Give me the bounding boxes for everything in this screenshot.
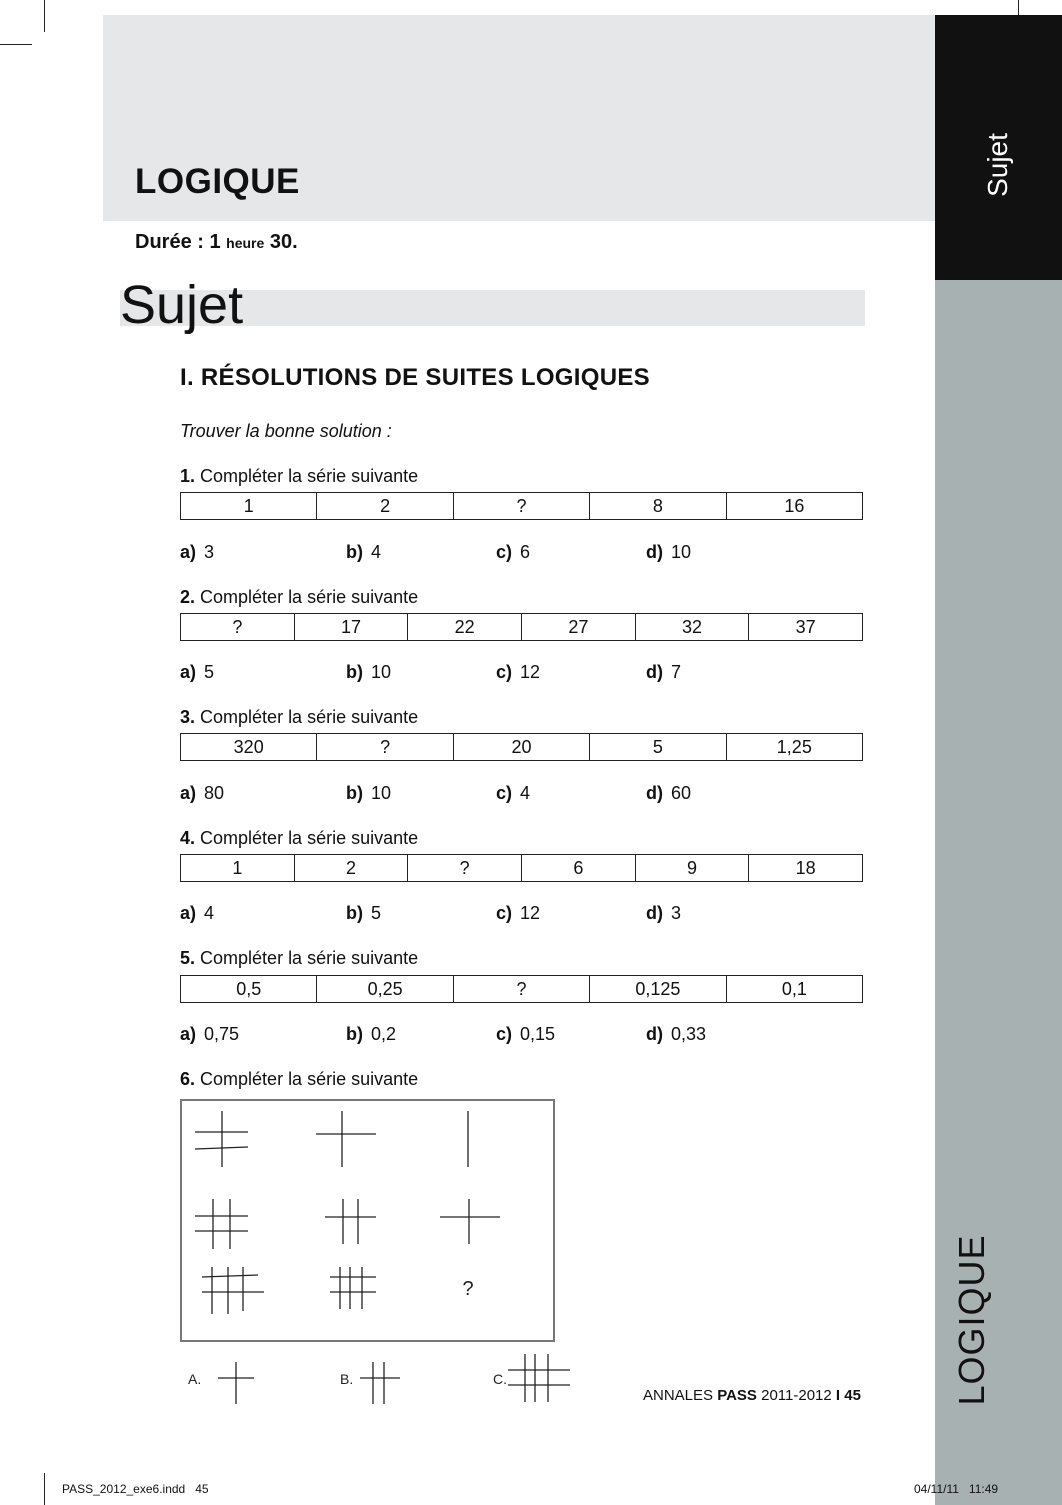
duration-unit: heure [226,235,265,251]
option-letter: c) [496,903,513,923]
option-value: 10 [371,783,392,803]
footer-page-info [643,1387,861,1404]
answer-label-a: A. [188,1371,202,1387]
option-letter: a) [180,903,197,923]
question-3-series [180,733,863,761]
option-letter: a) [180,1024,197,1044]
question-4-series [180,854,863,882]
section-title: I. RÉSOLUTIONS DE SUITES LOGIQUES [180,364,650,391]
question-number: 5. [180,948,196,968]
series-cell: 0,1 [726,976,862,1002]
question-text: Compléter la série suivante [200,707,419,727]
option-letter: c) [496,783,513,803]
option-value: 12 [520,903,541,923]
option-value: 12 [520,662,541,682]
answer-choice-c[interactable] [508,1354,570,1402]
series-cell-missing: ? [407,855,521,881]
question-2-options [180,662,863,686]
option-value: 6 [520,542,531,562]
answer-label-b: B. [340,1371,354,1387]
option-letter: a) [180,783,197,803]
series-cell: 9 [635,855,749,881]
option-letter: c) [496,662,513,682]
series-cell: 5 [589,734,725,760]
side-tab-sujet-text: Sujet [982,133,1013,197]
option-value: 5 [204,662,215,682]
option-letter: d) [646,903,663,923]
question-4-options [180,903,863,927]
option-value: 10 [671,542,692,562]
option-value: 80 [204,783,225,803]
question-number: 6. [180,1069,196,1089]
question-1-series [180,492,863,520]
series-cell-missing: ? [453,493,589,519]
footer-separator: I [835,1387,841,1404]
option-b[interactable] [346,542,381,563]
page-title: LOGIQUE [135,162,300,201]
option-value: 5 [371,903,382,923]
series-cell: 8 [589,493,725,519]
option-a[interactable] [180,542,214,563]
question-1-options [180,542,863,566]
option-value: 0,15 [520,1024,556,1044]
crop-mark [44,1473,45,1505]
series-cell: 20 [453,734,589,760]
option-d[interactable] [646,783,691,804]
question-4-label [180,828,418,849]
option-value: 0,2 [371,1024,397,1044]
question-1-label [180,466,418,487]
option-value: 0,75 [204,1024,240,1044]
question-number: 1. [180,466,196,486]
option-b[interactable] [346,662,391,683]
sujet-heading-text: Sujet [120,275,244,335]
series-cell: 320 [233,736,264,757]
duration-hours: 1 [209,231,221,253]
question-6-label [180,1069,418,1090]
side-tab-sujet-label [982,133,1014,197]
option-a[interactable] [180,783,224,804]
question-number: 2. [180,587,196,607]
option-a[interactable] [180,903,214,924]
pattern-cell [195,1111,248,1167]
series-cell: 32 [635,614,749,640]
pattern-cell [330,1267,376,1309]
option-c[interactable] [496,903,540,924]
duration-prefix: Durée : [135,231,204,253]
missing-pattern-mark: ? [462,1278,474,1300]
series-cell: 1,25 [726,734,862,760]
option-b[interactable] [346,1024,396,1045]
duration-line [135,231,298,254]
option-letter: b) [346,903,363,923]
crop-mark [44,0,45,32]
question-text: Compléter la série suivante [200,828,419,848]
series-cell: 1 [243,495,254,516]
option-d[interactable] [646,542,691,563]
option-letter: b) [346,542,363,562]
question-text: Compléter la série suivante [200,587,419,607]
series-cell: 18 [748,855,862,881]
question-5-options [180,1024,863,1048]
option-letter: c) [496,542,513,562]
series-cell-missing: ? [232,616,243,637]
series-cell: 0,125 [589,976,725,1002]
pattern-cell [195,1199,248,1249]
answer-label-c: C. [493,1371,507,1387]
option-b[interactable] [346,783,391,804]
answer-choice-a[interactable] [218,1362,254,1404]
option-value: 3 [671,903,682,923]
option-c[interactable] [496,662,540,683]
question-3-options [180,783,863,807]
slug-filename: PASS_2012_exe6.indd 45 [62,1482,209,1496]
series-cell: 16 [726,493,862,519]
option-letter: b) [346,662,363,682]
figure-answer-choices [180,1350,600,1410]
option-value: 7 [671,662,682,682]
instruction: Trouver la bonne solution : [180,421,392,441]
option-letter: d) [646,783,663,803]
option-a[interactable] [180,662,214,683]
series-cell: 37 [748,614,862,640]
question-2-series [180,613,863,641]
series-cell: 27 [521,614,635,640]
footer-years: 2011-2012 [761,1387,832,1404]
option-c[interactable] [496,542,530,563]
option-letter: a) [180,662,197,682]
pattern-cell [316,1111,376,1167]
line-pattern-figure [180,1099,555,1342]
option-letter: c) [496,1024,513,1044]
question-text: Compléter la série suivante [200,466,419,486]
series-cell: 22 [407,614,521,640]
option-b[interactable] [346,903,381,924]
question-3-label [180,707,418,728]
series-cell: 2 [316,493,452,519]
footer-annales: ANNALES [643,1387,714,1404]
crop-mark [0,44,32,45]
footer-pass: PASS [717,1387,757,1404]
option-c[interactable] [496,783,530,804]
side-tab-logique-label: LOGIQUE [951,1234,992,1406]
option-c[interactable] [496,1024,555,1045]
duration-minutes: 30. [269,231,298,253]
question-text: Compléter la série suivante [200,948,419,968]
pattern-cell [440,1199,500,1244]
series-cell-missing: ? [453,976,589,1002]
option-value: 4 [520,783,531,803]
pattern-cell [325,1199,376,1244]
question-2-label [180,587,418,608]
question-5-series [180,975,863,1003]
series-cell: 0,25 [316,976,452,1002]
pattern-cell [202,1267,264,1314]
option-value: 4 [371,542,382,562]
option-letter: b) [346,783,363,803]
answer-choice-b[interactable] [360,1362,400,1404]
question-5-label [180,948,418,969]
option-d[interactable] [646,1024,706,1045]
option-value: 60 [671,783,692,803]
option-d[interactable] [646,903,681,924]
series-cell-missing: ? [316,734,452,760]
option-value: 10 [371,662,392,682]
option-letter: a) [180,542,197,562]
series-cell: 6 [521,855,635,881]
option-d[interactable] [646,662,681,683]
series-cell: 1 [232,857,243,878]
option-letter: d) [646,1024,663,1044]
series-cell: 2 [294,855,408,881]
series-cell: 17 [294,614,408,640]
question-number: 3. [180,707,196,727]
option-letter: b) [346,1024,363,1044]
option-letter: d) [646,662,663,682]
sujet-heading [120,275,244,335]
option-letter: d) [646,542,663,562]
question-number: 4. [180,828,196,848]
question-text: Compléter la série suivante [200,1069,419,1089]
page-number: 45 [844,1387,861,1404]
option-a[interactable] [180,1024,239,1045]
slug-datetime: 04/11/11 11:49 [914,1482,999,1496]
option-value: 3 [204,542,215,562]
option-value: 4 [204,903,215,923]
option-value: 0,33 [671,1024,707,1044]
series-cell: 0,5 [236,978,262,999]
